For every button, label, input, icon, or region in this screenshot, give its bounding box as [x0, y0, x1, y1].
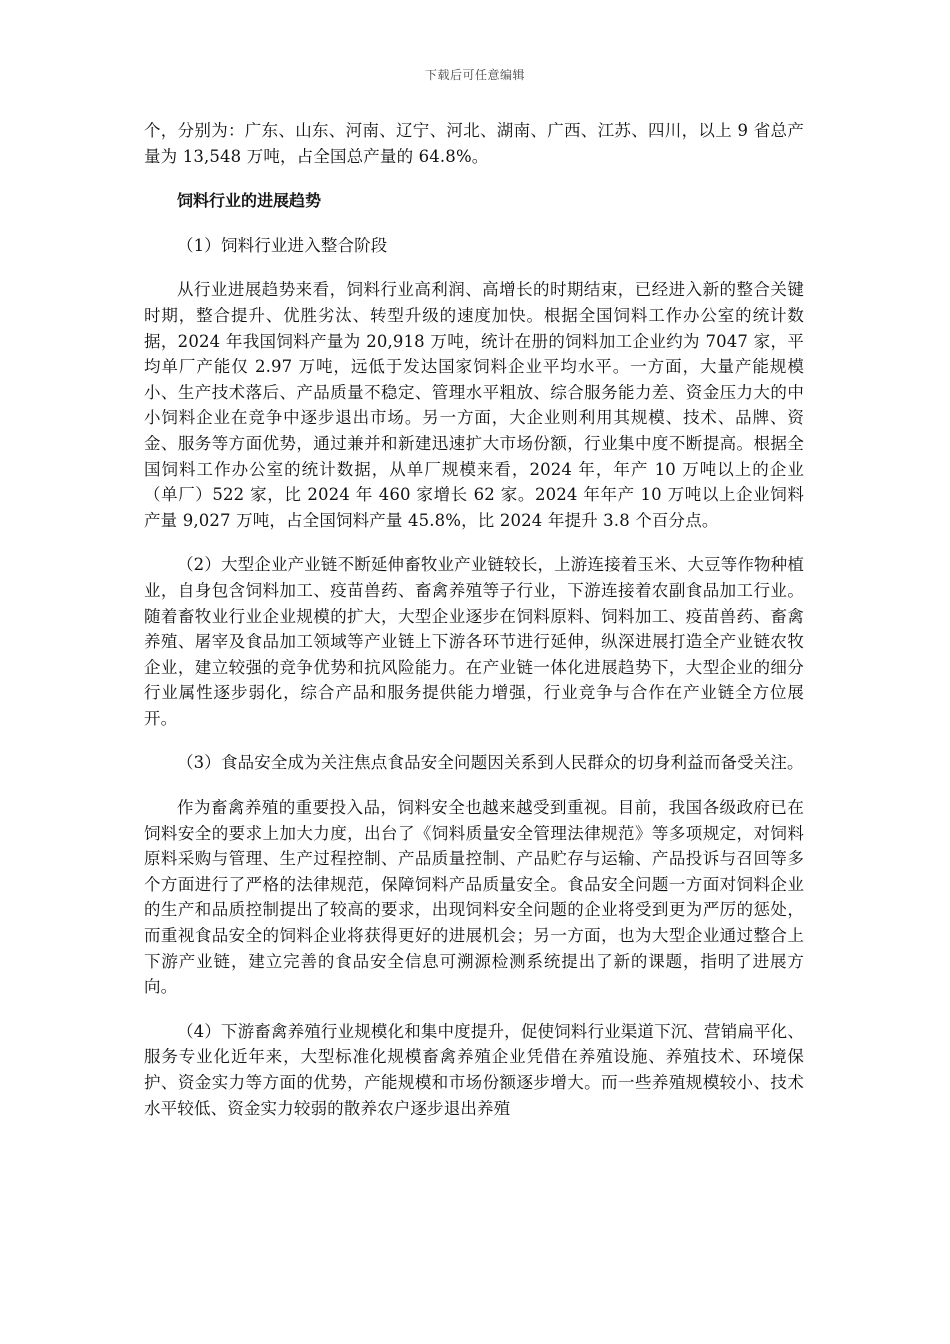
paragraph-downstream-scale: （4）下游畜禽养殖行业规模化和集中度提升，促使饲料行业渠道下沉、营销扁平化、服务专业化近年来，大型标准化规模畜禽养殖企业凭借在养殖设施、养殖技术、环境保护、资金实力等方面的优势，产能规模和市场份额逐步增大。而一些养殖规模较小、技术水平较低、资金实力较弱的散养农户逐步退出养殖	[144, 1021, 804, 1118]
paragraph-consolidation: 从行业进展趋势来看，饲料行业高利润、高增长的时期结束，已经进入新的整合关键时期，整合提升、优胜劣汰、转型升级的速度加快。根据全国饲料工作办公室的统计数据，2024 年我国饲料产量为 20,918 万吨，统计在册的饲料加工企业约为 7047 家，平均单厂产能仅 2.97 万吨，远低于发达国家饲料企业平均水平。一方面，大量产能规模小、生产技术落后、产品质量不稳定、管理水平粗放、综合服务能力差、资金压力大的中小饲料企业在竞争中逐步退出市场。另一方面，大企业则利用其规模、技术、品牌、资金、服务等方面优势，通过兼并和新建迅速扩大市场份额，行业集中度不断提高。根据全国饲料工作办公室的统计数据，从单厂规模来看，2024 年，年产 10 万吨以上的企业（单厂）522 家，比 2024 年 460 家增长 62 家。2024 年年产 10 万吨以上企业饲料产量 9,027 万吨，占全国饲料产量 45.8%，比 2024 年提升 3.8 个百分点。	[144, 280, 804, 530]
paragraph-food-safety-title: （3）食品安全成为关注焦点食品安全问题因关系到人民群众的切身利益而备受关注。	[177, 753, 804, 773]
paragraph-province-summary: 个，分别为：广东、山东、河南、辽宁、河北、湖南、广西、江苏、四川，以上 9 省总产量为 13,548 万吨，占全国总产量的 64.8%。	[144, 121, 804, 166]
paragraph-industry-chain: （2）大型企业产业链不断延伸畜牧业产业链较长，上游连接着玉米、大豆等作物种植业，自身包含饲料加工、疫苗兽药、畜禽养殖等子行业，下游连接着农副食品加工行业。随着畜牧业行业企业规模的扩大，大型企业逐步在饲料原料、饲料加工、疫苗兽药、畜禽养殖、屠宰及食品加工领域等产业链上下游各环节进行延伸，纵深进展打造全产业链农牧企业，建立较强的竞争优势和抗风险能力。在产业链一体化进展趋势下，大型企业的细分行业属性逐步弱化，综合产品和服务提供能力增强，行业竞争与合作在产业链全方位展开。	[144, 555, 804, 728]
subheading-consolidation: （1）饲料行业进入整合阶段	[177, 235, 388, 255]
document-body	[144, 118, 804, 1140]
section-heading: 饲料行业的进展趋势	[177, 191, 322, 211]
paragraph-feed-safety: 作为畜禽养殖的重要投入品，饲料安全也越来越受到重视。目前，我国各级政府已在饲料安全的要求上加大力度，出台了《饲料质量安全管理法律规范》等多项规定，对饲料原料采购与管理、生产过程控制、产品质量控制、产品贮存与运输、产品投诉与召回等多个方面进行了严格的法律规范，保障饲料产品质量安全。食品安全问题一方面对饲料企业的生产和品质控制提出了较高的要求，出现饲料安全问题的企业将受到更为严厉的惩处，而重视食品安全的饲料企业将获得更好的进展机会；另一方面，也为大型企业通过整合上下游产业链，建立完善的食品安全信息可溯源检测系统提出了新的课题，指明了进展方向。	[144, 798, 804, 997]
page-header: 下载后可任意编辑	[424, 68, 525, 82]
